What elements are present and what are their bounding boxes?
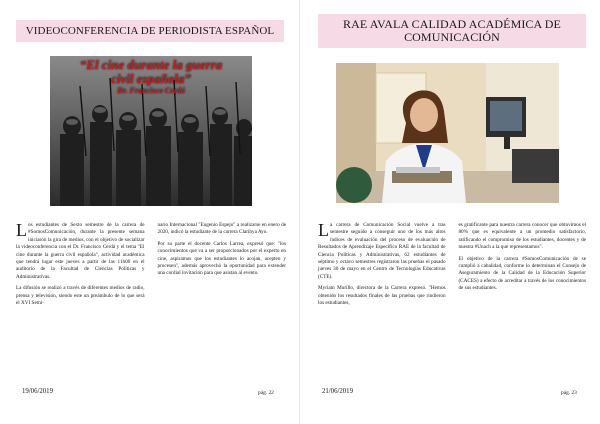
left-paragraph-1-text: os estudiantes de Sexto semestre de la carrera de #SomosComunicación, durante la presente semana iniciaron la gira de medios, con el objetivo de socializar la videoconferencia con el Dr. Francisco Cerdá y el tema "El cine durante la guerra civil española", actividad académica que tendrá lugar este jueves a partir de las 11h00 en el auditorio de la Facultad de Ciencias Políticas y Administrativas. [16,222,145,280]
left-paragraph-3: nario Internacional "Eugenio Espejo" a realizarse en enero de 2020, indicó la estudiante de la carrera Clarihya Ayo. [157,222,286,236]
photo-caption-author: Dr. Francisco Cerdá [117,86,185,95]
right-paragraph-4: El objetivo de la carrera #SomosComunicación de se cumplió a cabalidad, conforme lo determinan el Consejo de Aseguramiento de la Calidad de la Educación Superior (CACES) a efecto de acreditar a través de los conocimientos de sus estudiantes. [458,255,586,292]
director-photo-illustration [336,63,559,203]
drop-cap: L [16,220,27,240]
right-page-title: RAE AVALA CALIDAD ACADÉMICA DE COMUNICACIÓN [318,14,586,48]
drop-cap: L [318,220,329,240]
right-paragraph-3: es gratificante para nuestra carrera conocer que obtuvimos el 80% que es equivalente a un promedio satisfactorio, ratificando el compromiso de los estudiantes, docentes y de nuestra #Unach a la que representamos". [458,222,586,251]
right-article-body [318,222,586,311]
left-article-column-1 [16,222,145,311]
photo-caption-line1: “El cine durante la guerra [79,57,223,72]
right-paragraph-2: Myriam Murillo, directora de la Carrera expresó. "Hemos obtenido los resultados finales de las pruebas que rindieron los estudiantes, [318,285,446,307]
left-paragraph-2: La difusión se realizó a través de diferentes medios de radio, prensa y televisión, siendo este un preámbulo de lo que será el XVI Semi- [16,285,145,307]
left-page-number: pág. 22 [258,390,274,396]
left-paragraph-4: Por su parte el docente Carlos Larrea, expresó que: "los conocimientos que va a ser proporcionados por el experto en cine, aspiramos que los estudiantes lo acojan, acepten y procesen", además aprovechó la oportunidad para extender una cordial invitación para que asistan al evento. [157,240,286,277]
right-article-column-1 [318,222,446,311]
right-paragraph-1 [318,222,446,281]
right-article-column-2 [458,222,586,311]
left-date: 19/06/2019 [22,388,53,395]
director-photo [336,63,559,203]
war-cinema-photo [50,56,252,206]
left-article-column-2 [157,222,286,311]
left-article-body [16,222,286,311]
photo-caption-line2: civil española” [111,71,191,86]
right-page-number: pág. 23 [561,390,577,396]
right-date: 21/06/2019 [322,388,353,395]
left-page-title: VIDEOCONFERENCIA DE PERIODISTA ESPAÑOL [16,20,284,42]
right-paragraph-1-text: a carrera de Comunicación Social vuelve a tras semestre seguido a conseguir uno de los más altos índices de evaluación del proceso de evaluación de Resultados de Aprendizaje Específico RAE de la facultad de Ciencia Políticas y Administrativas, 62 estudiantes de séptimo y octavo semestres registraron las pruebas el pasado jueves 30 de mayo en el Centro de Tecnologías Educativas (CTE). [318,222,446,280]
photo-caption [50,58,252,96]
left-paragraph-1 [16,222,145,281]
